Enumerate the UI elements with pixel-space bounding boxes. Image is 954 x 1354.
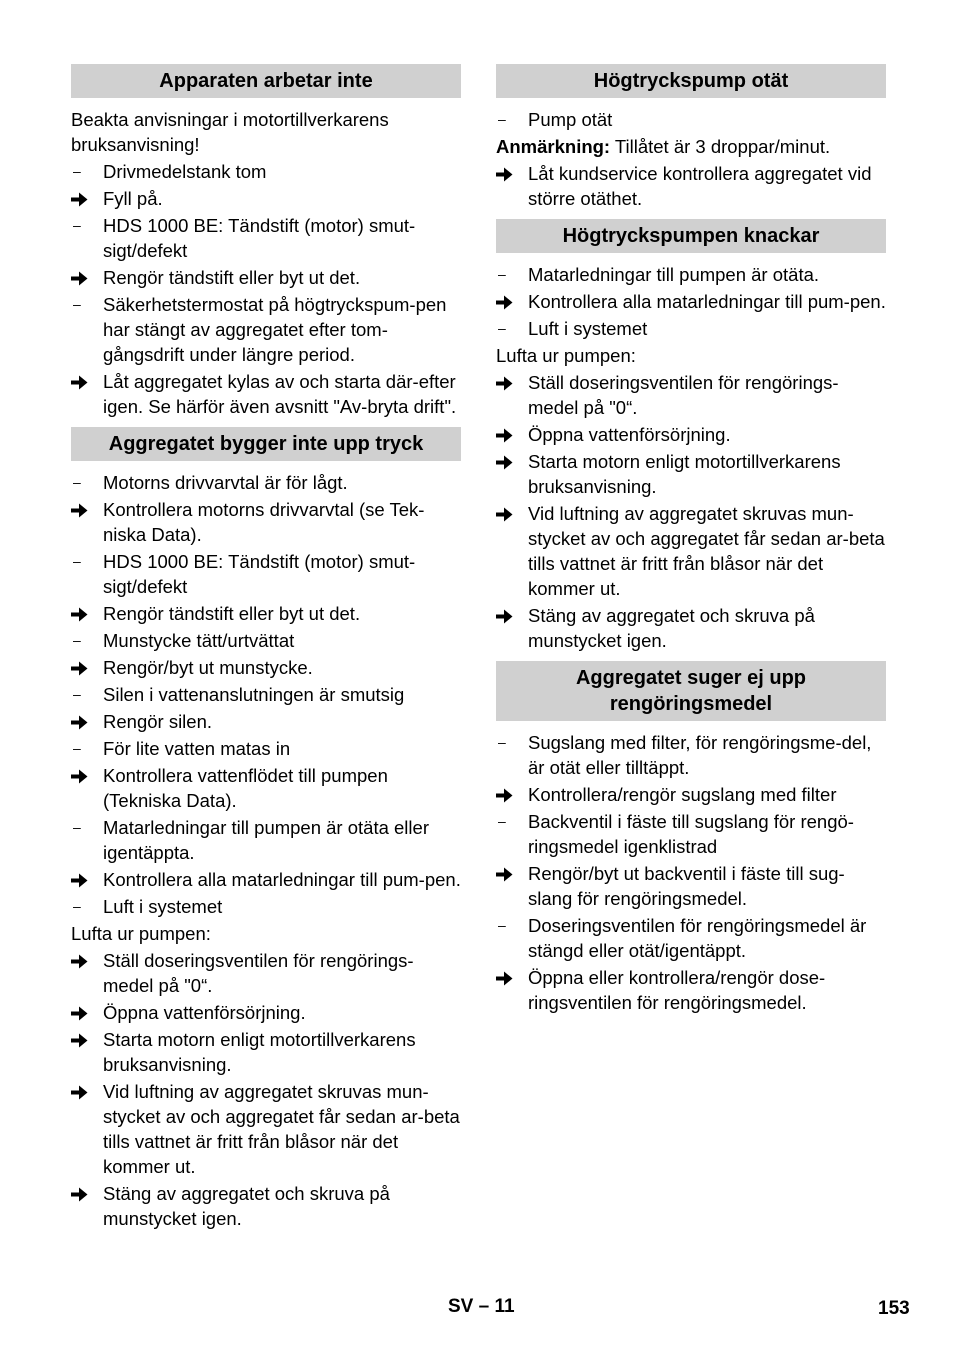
paragraph: Lufta ur pumpen: xyxy=(71,923,211,944)
remedy-item xyxy=(71,369,461,419)
troubleshooting-section xyxy=(496,219,886,653)
arrow-right-icon xyxy=(496,449,520,470)
section-heading: Aggregatet suger ej upp rengöringsmedel xyxy=(496,661,886,721)
fault-cause-item xyxy=(71,628,461,653)
dash-bullet-icon: – xyxy=(73,632,81,648)
fault-cause-item xyxy=(496,913,886,963)
right-column xyxy=(496,64,886,1017)
remedy-item xyxy=(71,1027,461,1077)
item-text: Kontrollera motorns drivvarvtal (se Tek-niska Data). xyxy=(103,499,425,545)
item-text: Öppna eller kontrollera/rengör dose-ringsventilen för rengöringsmedel. xyxy=(528,967,826,1013)
arrow-right-icon xyxy=(496,370,520,391)
dash-bullet-icon: – xyxy=(73,819,81,835)
remedy-item xyxy=(71,655,461,680)
section-heading: Aggregatet bygger inte upp tryck xyxy=(71,427,461,461)
section-code: SV xyxy=(448,1296,474,1317)
remedy-item xyxy=(71,601,461,626)
note-text: Tillåtet är 3 droppar/minut. xyxy=(610,136,831,157)
arrow-right-icon xyxy=(71,867,95,888)
item-text: Öppna vattenförsörjning. xyxy=(528,424,731,445)
item-text: Vid luftning av aggregatet skruvas mun-stycket av och aggregatet får sedan ar-beta tills vattnet är fritt från blåsor när det kommer ut. xyxy=(528,503,885,599)
remedy-item xyxy=(71,948,461,998)
note-label: Anmärkning: xyxy=(496,136,611,157)
item-text: För lite vatten matas in xyxy=(103,738,291,759)
remedy-item xyxy=(496,501,886,601)
item-text: Rengör/byt ut munstycke. xyxy=(103,657,313,678)
arrow-right-icon xyxy=(71,497,95,518)
dash-bullet-icon: – xyxy=(498,734,506,750)
arrow-right-icon xyxy=(71,763,95,784)
fault-cause-item xyxy=(496,809,886,859)
item-text: Kontrollera alla matarledningar till pum-pen. xyxy=(528,291,886,312)
arrow-right-icon xyxy=(496,501,520,522)
arrow-right-icon xyxy=(496,861,520,882)
item-text: Kontrollera/rengör sugslang med filter xyxy=(528,784,837,805)
item-text: Drivmedelstank tom xyxy=(103,161,267,182)
remedy-item xyxy=(496,161,886,211)
arrow-right-icon xyxy=(496,422,520,443)
arrow-right-icon xyxy=(71,265,95,286)
arrow-right-icon xyxy=(71,948,95,969)
item-text: Rengör tändstift eller byt ut det. xyxy=(103,267,361,288)
dash-bullet-icon: – xyxy=(73,296,81,312)
fault-cause-item xyxy=(496,316,886,341)
arrow-right-icon xyxy=(71,1079,95,1100)
fault-cause-item xyxy=(71,736,461,761)
item-text: Låt aggregatet kylas av och starta där-efter igen. Se härför även avsnitt "Av-bryta drift". xyxy=(103,371,457,417)
dash-bullet-icon: – xyxy=(73,163,81,179)
item-text: Pump otät xyxy=(528,109,613,130)
arrow-right-icon xyxy=(496,161,520,182)
item-text: Matarledningar till pumpen är otäta eller igentäppta. xyxy=(103,817,429,863)
item-text: Rengör silen. xyxy=(103,711,213,732)
item-text: Matarledningar till pumpen är otäta. xyxy=(528,264,820,285)
item-text: Kontrollera vattenflödet till pumpen (Tekniska Data). xyxy=(103,765,388,811)
local-page: – 11 xyxy=(478,1296,515,1317)
page-number: 153 xyxy=(878,1298,910,1319)
note-paragraph xyxy=(496,134,886,159)
section-heading: Högtryckspumpen knackar xyxy=(496,219,886,253)
arrow-right-icon xyxy=(71,709,95,730)
arrow-right-icon xyxy=(71,1000,95,1021)
dash-bullet-icon: – xyxy=(498,917,506,933)
troubleshooting-section xyxy=(496,661,886,1015)
remedy-item xyxy=(496,289,886,314)
dash-bullet-icon: – xyxy=(73,898,81,914)
item-text: HDS 1000 BE: Tändstift (motor) smut-sigt/defekt xyxy=(103,551,416,597)
dash-bullet-icon: – xyxy=(73,217,81,233)
arrow-right-icon xyxy=(71,1027,95,1048)
dash-bullet-icon: – xyxy=(73,553,81,569)
item-text: Starta motorn enligt motortillverkarens bruksanvisning. xyxy=(103,1029,416,1075)
fault-cause-item xyxy=(71,159,461,184)
arrow-right-icon xyxy=(496,289,520,310)
fault-cause-item xyxy=(496,262,886,287)
fault-cause-item xyxy=(71,549,461,599)
remedy-item xyxy=(71,763,461,813)
item-text: Rengör/byt ut backventil i fäste till sug-slang för rengöringsmedel. xyxy=(528,863,845,909)
troubleshooting-section xyxy=(71,427,461,1231)
remedy-item xyxy=(496,370,886,420)
fault-cause-item xyxy=(71,682,461,707)
item-text: Silen i vattenanslutningen är smutsig xyxy=(103,684,405,705)
dash-bullet-icon: – xyxy=(73,686,81,702)
remedy-item xyxy=(71,1000,461,1025)
arrow-right-icon xyxy=(71,369,95,390)
dash-bullet-icon: – xyxy=(498,813,506,829)
section-heading: Högtryckspump otät xyxy=(496,64,886,98)
fault-cause-item xyxy=(71,292,461,367)
dash-bullet-icon: – xyxy=(498,266,506,282)
remedy-item xyxy=(71,1079,461,1179)
item-text: Luft i systemet xyxy=(103,896,223,917)
arrow-right-icon xyxy=(71,1181,95,1202)
arrow-right-icon xyxy=(71,186,95,207)
item-text: Munstycke tätt/urtvättat xyxy=(103,630,295,651)
paragraph: Beakta anvisningar i motortillverkarens bruksanvisning! xyxy=(71,109,389,155)
item-text: Motorns drivvarvtal är för lågt. xyxy=(103,472,348,493)
arrow-right-icon xyxy=(496,603,520,624)
dash-bullet-icon: – xyxy=(498,111,506,127)
remedy-item xyxy=(496,422,886,447)
fault-cause-item xyxy=(71,894,461,919)
item-text: Backventil i fäste till sugslang för rengö-ringsmedel igenklistrad xyxy=(528,811,854,857)
remedy-item xyxy=(496,861,886,911)
item-text: Vid luftning av aggregatet skruvas mun-stycket av och aggregatet får sedan ar-beta tills vattnet är fritt från blåsor när det kommer ut. xyxy=(103,1081,460,1177)
dash-bullet-icon: – xyxy=(498,320,506,336)
troubleshooting-section xyxy=(496,64,886,211)
fault-cause-item xyxy=(71,815,461,865)
item-text: Starta motorn enligt motortillverkarens bruksanvisning. xyxy=(528,451,841,497)
remedy-item xyxy=(496,449,886,499)
item-text: Rengör tändstift eller byt ut det. xyxy=(103,603,361,624)
arrow-right-icon xyxy=(496,965,520,986)
fault-cause-item xyxy=(496,730,886,780)
item-text: Ställ doseringsventilen för rengörings-medel på "0“. xyxy=(528,372,839,418)
item-text: Fyll på. xyxy=(103,188,163,209)
fault-cause-item xyxy=(496,107,886,132)
fault-cause-item xyxy=(71,213,461,263)
arrow-right-icon xyxy=(71,601,95,622)
item-text: Kontrollera alla matarledningar till pum-pen. xyxy=(103,869,461,890)
item-text: Stäng av aggregatet och skruva på munstycket igen. xyxy=(103,1183,390,1229)
remedy-item xyxy=(71,1181,461,1231)
item-text: HDS 1000 BE: Tändstift (motor) smut-sigt/defekt xyxy=(103,215,416,261)
arrow-right-icon xyxy=(496,782,520,803)
item-text: Stäng av aggregatet och skruva på munstycket igen. xyxy=(528,605,815,651)
item-text: Sugslang med filter, för rengöringsme-del, är otät eller tilltäppt. xyxy=(528,732,872,778)
item-text: Låt kundservice kontrollera aggregatet vid större otäthet. xyxy=(528,163,872,209)
remedy-item xyxy=(71,265,461,290)
remedy-item xyxy=(71,186,461,211)
troubleshooting-section xyxy=(71,64,461,419)
item-text: Ställ doseringsventilen för rengörings-medel på "0“. xyxy=(103,950,414,996)
remedy-item xyxy=(496,965,886,1015)
dash-bullet-icon: – xyxy=(73,740,81,756)
section-heading: Apparaten arbetar inte xyxy=(71,64,461,98)
footer-section-code xyxy=(448,1296,515,1318)
fault-cause-item xyxy=(71,470,461,495)
arrow-right-icon xyxy=(71,655,95,676)
remedy-item xyxy=(496,603,886,653)
remedy-item xyxy=(71,709,461,734)
paragraph: Lufta ur pumpen: xyxy=(496,345,636,366)
item-text: Öppna vattenförsörjning. xyxy=(103,1002,306,1023)
item-text: Luft i systemet xyxy=(528,318,648,339)
remedy-item xyxy=(71,497,461,547)
left-column xyxy=(71,64,461,1233)
item-text: Doseringsventilen för rengöringsmedel är stängd eller otät/igentäppt. xyxy=(528,915,867,961)
remedy-item xyxy=(71,867,461,892)
dash-bullet-icon: – xyxy=(73,474,81,490)
remedy-item xyxy=(496,782,886,807)
item-text: Säkerhetstermostat på högtryckspum-pen har stängt av aggregatet efter tom-gångsdrift under längre period. xyxy=(103,294,447,365)
